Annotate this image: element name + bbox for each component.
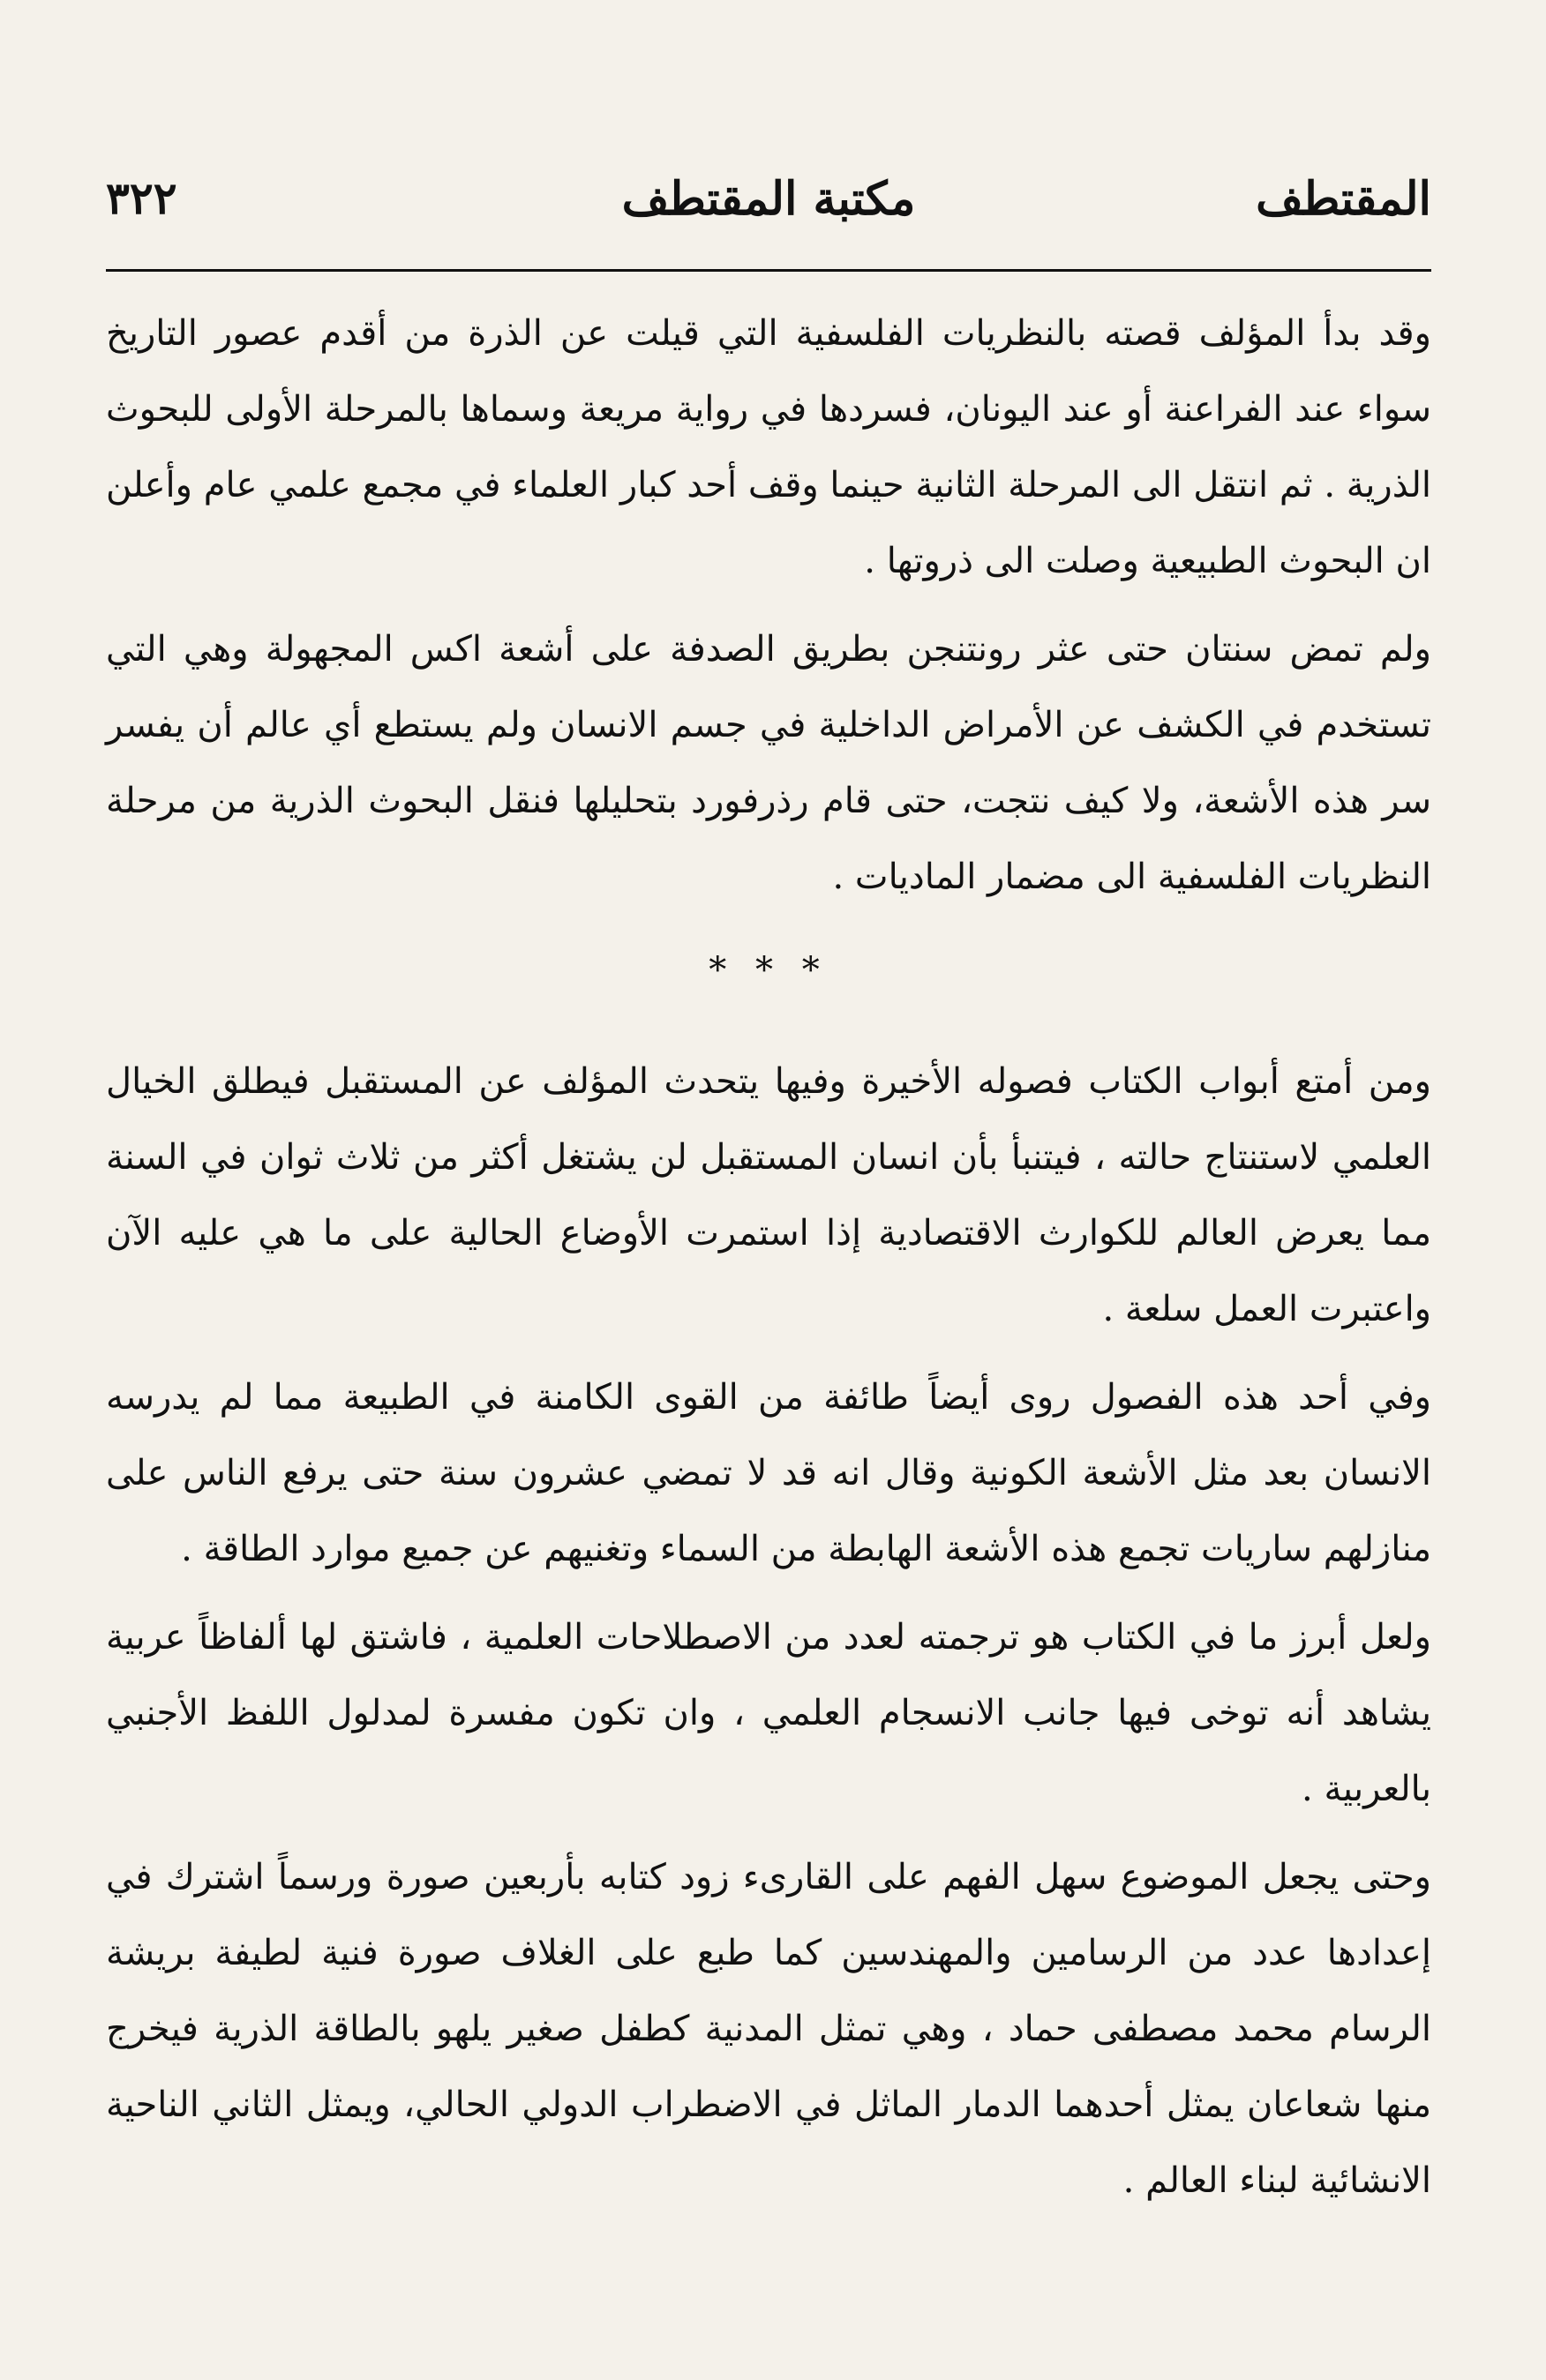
paragraph: وفي أحد هذه الفصول روى أيضاً طائفة من القوى الكامنة في الطبيعة مما لم يدرسه الانسان بعد مثل الأشعة الكونية وقال انه قد لا تمضي عشرون سنة حتى يرفع الناس على منازلهم ساريات تجمع هذه الأشعة الهابطة من السماء وتغنيهم عن جميع موارد الطاقة . <box>106 1377 1431 1569</box>
paragraph: وحتى يجعل الموضوع سهل الفهم على القارىء زود كتابه بأربعين صورة ورسماً اشترك في إعدادها عدد من الرسامين والمهندسين كما طبع على الغلاف صورة فنية لطيفة بريشة الرسام محمد مصطفى حماد ، وهي تمثل المدنية كطفل صغير يلهو بالطاقة الذرية فيخرج منها شعاعان يمثل أحدهما الدمار الماثل في الاضطراب الدولي الحالي، ويمثل الثاني الناحية الانشائية لبناء العالم . <box>106 1857 1431 2201</box>
journal-name: المقتطف <box>1256 172 1431 226</box>
page-header <box>106 172 1431 243</box>
paragraph: ولم تمض سنتان حتى عثر رونتنجن بطريق الصدفة على أشعة اكس المجهولة وهي التي تستخدم في الكشف عن الأمراض الداخلية في جسم الانسان ولم يستطع أي عالم أن يفسر سر هذه الأشعة، ولا كيف نتجت، حتى قام رذرفورد بتحليلها فنقل البحوث الذرية من مرحلة النظريات الفلسفية الى مضمار الماديات . <box>106 629 1431 897</box>
section-separator: * * * <box>709 950 829 991</box>
paragraph: ولعل أبرز ما في الكتاب هو ترجمته لعدد من الاصطلاحات العلمية ، فاشتق لها ألفاظاً عربية يشاهد أنه توخى فيها جانب الانسجام العلمي ، وان تكون مفسرة لمدلول اللفظ الأجنبي بالعربية . <box>106 1617 1431 1809</box>
running-title: مكتبة المقتطف <box>621 172 916 226</box>
page-number: ٣٢٢ <box>106 172 177 224</box>
paragraph: ومن أمتع أبواب الكتاب فصوله الأخيرة وفيها يتحدث المؤلف عن المستقبل فيطلق الخيال العلمي لاستنتاج حالته ، فيتنبأ بأن انسان المستقبل لن يشتغل أكثر من ثلاث ثوان في السنة مما يعرض العالم للكوارث الاقتصادية إذا استمرت الأوضاع الحالية على ما هي عليه الآن واعتبرت العمل سلعة . <box>106 1061 1432 1329</box>
paragraph: وقد بدأ المؤلف قصته بالنظريات الفلسفية التي قيلت عن الذرة من أقدم عصور التاريخ سواء عند الفراعنة أو عند اليونان، فسردها في رواية مريعة وسماها بالمرحلة الأولى للبحوث الذرية . ثم انتقل الى المرحلة الثانية حينما وقف أحد كبار العلماء في مجمع علمي عام وأعلن ان البحوث الطبيعية وصلت الى ذروتها . <box>106 313 1431 581</box>
header-rule <box>106 269 1431 272</box>
article-body <box>106 296 1431 2231</box>
